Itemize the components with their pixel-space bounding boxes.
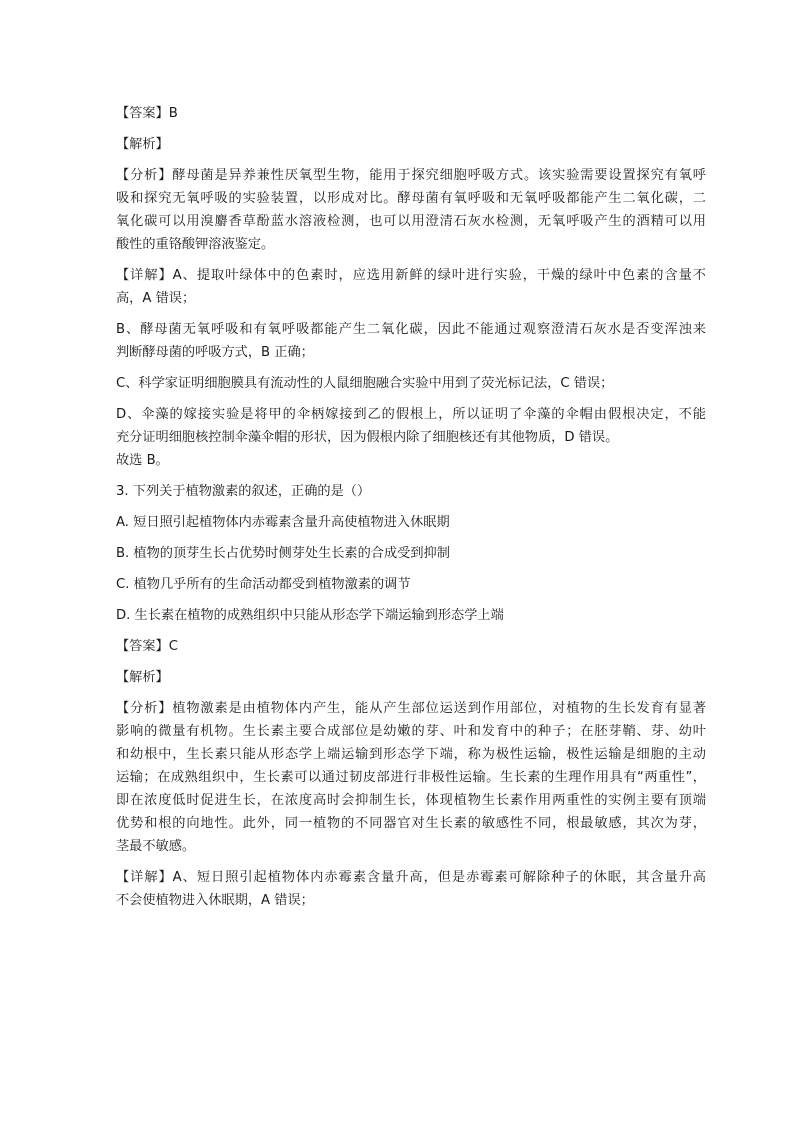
text-line: 影响的微量有机物。生长素主要合成部位是幼嫩的芽、叶和发育中的种子；在胚芽鞘、芽、幼叶 [116,724,706,739]
text-line: 酸性的重铬酸钾溶液鉴定。 [116,237,275,252]
text-line: 吸和探究无氧呼吸的实验装置，以形成对比。酵母菌有氧呼吸和无氧呼吸都能产生二氧化碳，二 [116,191,706,206]
text-line: 判断酵母菌的呼吸方式，B 正确； [116,345,314,360]
q3-option-b: B. 植物的顶芽生长占优势时侧芽处生长素的合成受到抑制 [116,546,450,561]
q3-option-a: A. 短日照引起植物体内赤霉素含量升高使植物进入休眠期 [116,515,450,530]
text-line: 即在浓度低时促进生长，在浓度高时会抑制生长，体现植物生长素作用两重性的实例主要有顶端 [116,793,706,808]
text-line: 【详解】A、短日照引起植物体内赤霉素含量升高，但是赤霉素可解除种子的休眠，其含量升高 [116,870,706,885]
q2-conclusion: 故选 B。 [116,453,169,468]
text-line: 和幼根中，生长素只能从形态学上端运输到形态学下端，称为极性运输，极性运输是细胞的主动 [116,747,706,762]
text-line: 充分证明细胞核控制伞藻伞帽的形状，因为假根内除了细胞核还有其他物质，D 错误。 [116,430,619,445]
q3-xiangjie-a [116,866,706,912]
q3-option-d: D. 生长素在植物的成熟组织中只能从形态学下端运输到形态学上端 [116,608,504,623]
text-line: 【分析】酵母菌是异养兼性厌氧型生物，能用于探究细胞呼吸方式。该实验需要设置探究有氧呼 [116,168,706,183]
q2-answer: 【答案】B [116,106,178,121]
text-line: 【分析】植物激素是由植物体内产生，能从产生部位运送到作用部位，对植物的生长发育有显著 [116,701,706,716]
text-line: 运输；在成熟组织中，生长素可以通过韧皮部进行非极性运输。生长素的生理作用具有“两重性”， [116,770,706,785]
q3-analysis-heading: 【解析】 [116,670,169,685]
text-line: 【详解】A、提取叶绿体中的色素时，应选用新鲜的绿叶进行实验，干燥的绿叶中色素的含量不 [116,268,706,283]
q2-fenxi-paragraph [116,164,706,256]
q2-xiangjie-a [116,264,706,310]
text-line: C、科学家证明细胞膜具有流动性的人鼠细胞融合实验中用到了荧光标记法，C 错误； [116,376,614,391]
q2-xiangjie-c [116,372,706,395]
text-line: 茎最不敏感。 [116,839,196,854]
q3-stem: 3. 下列关于植物激素的叙述，正确的是（） [116,484,371,499]
text-line: 高，A 错误； [116,291,196,306]
q3-fenxi-paragraph [116,697,706,858]
q2-xiangjie-d [116,403,706,449]
q3-option-c: C. 植物几乎所有的生命活动都受到植物激素的调节 [116,577,411,592]
text-line: B、酵母菌无氧呼吸和有氧呼吸都能产生二氧化碳，因此不能通过观察澄清石灰水是否变浑浊来 [116,322,706,337]
text-line: 氧化碳可以用溴麝香草酚蓝水溶液检测，也可以用澄清石灰水检测，无氧呼吸产生的酒精可以用 [116,214,706,229]
document-page [116,102,706,912]
q2-xiangjie-b [116,318,706,364]
text-line: D、伞藻的嫁接实验是将甲的伞柄嫁接到乙的假根上，所以证明了伞藻的伞帽由假根决定，不能 [116,407,706,422]
text-line: 优势和根的向地性。此外，同一植物的不同器官对生长素的敏感性不同，根最敏感，其次为芽， [116,816,706,831]
q2-analysis-heading: 【解析】 [116,137,169,152]
q3-answer: 【答案】C [116,639,178,654]
text-line: 不会使植物进入休眠期，A 错误； [116,893,314,908]
